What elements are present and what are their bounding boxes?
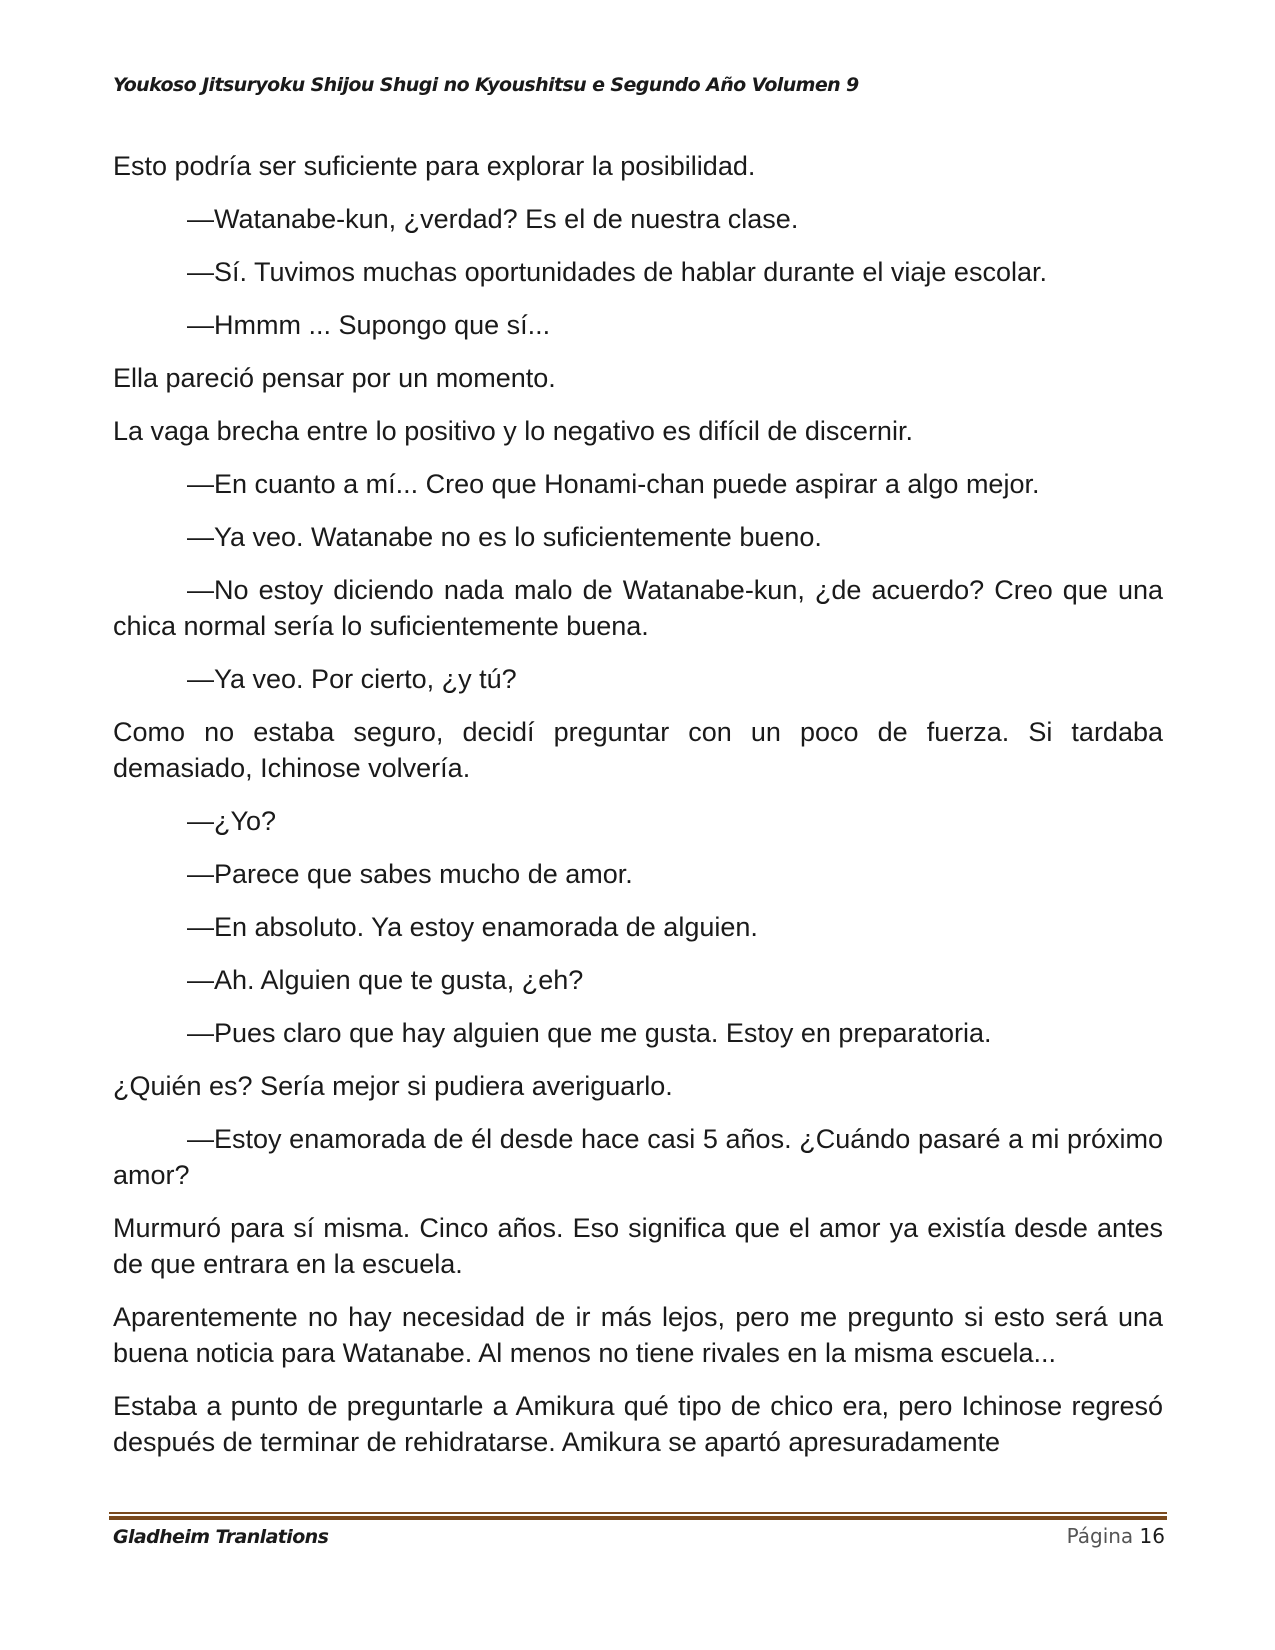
paragraph-4: —Hmmm ... Supongo que sí... <box>187 310 551 340</box>
paragraph-3: —Sí. Tuvimos muchas oportunidades de hablar durante el viaje escolar. <box>187 257 1047 287</box>
paragraph-2: —Watanabe-kun, ¿verdad? Es el de nuestra clase. <box>187 204 799 234</box>
paragraph-5: Ella pareció pensar por un momento. <box>113 363 556 393</box>
paragraph-9: —No estoy diciendo nada malo de Watanabe-kun, ¿de acuerdo? Creo que una chica normal sería lo suficientemente buena. <box>113 575 1163 641</box>
paragraph-6: La vaga brecha entre lo positivo y lo negativo es difícil de discernir. <box>113 416 913 446</box>
paragraph-17: ¿Quién es? Sería mejor si pudiera averiguarlo. <box>113 1071 673 1101</box>
footer-page-indicator <box>1067 1524 1165 1548</box>
paragraph-18: —Estoy enamorada de él desde hace casi 5 años. ¿Cuándo pasaré a mi próximo amor? <box>113 1124 1163 1190</box>
running-header-title: Youkoso Jitsuryoku Shijou Shugi no Kyoushitsu e Segundo Año Volumen 9 <box>113 74 859 96</box>
footer-page-label: Página <box>1066 1524 1134 1548</box>
paragraph-20: Aparentemente no hay necesidad de ir más lejos, pero me pregunto si esto será una buena noticia para Watanabe. Al menos no tiene rivales en la misma escuela... <box>113 1302 1163 1368</box>
paragraph-14: —En absoluto. Ya estoy enamorada de alguien. <box>187 912 758 942</box>
paragraph-16: —Pues claro que hay alguien que me gusta. Estoy en preparatoria. <box>187 1018 992 1048</box>
paragraph-11: Como no estaba seguro, decidí preguntar con un poco de fuerza. Si tardaba demasiado, Ichinose volvería. <box>113 717 1163 783</box>
paragraph-13: —Parece que sabes mucho de amor. <box>187 859 633 889</box>
footer-translator-credit: Gladheim Tranlations <box>113 1526 329 1548</box>
paragraph-15: —Ah. Alguien que te gusta, ¿eh? <box>187 965 584 995</box>
footer-divider <box>109 1512 1167 1520</box>
paragraph-12: —¿Yo? <box>187 806 277 836</box>
footer-divider-thick-line <box>109 1516 1167 1520</box>
footer-page-number: 16 <box>1139 1524 1165 1548</box>
footer-divider-thin-line <box>109 1512 1167 1514</box>
body-text <box>113 148 1163 1477</box>
paragraph-10: —Ya veo. Por cierto, ¿y tú? <box>187 664 517 694</box>
paragraph-19: Murmuró para sí misma. Cinco años. Eso significa que el amor ya existía desde antes de que entrara en la escuela. <box>113 1213 1163 1279</box>
paragraph-1: Esto podría ser suficiente para explorar la posibilidad. <box>113 151 756 181</box>
paragraph-7: —En cuanto a mí... Creo que Honami-chan puede aspirar a algo mejor. <box>187 469 1040 499</box>
paragraph-8: —Ya veo. Watanabe no es lo suficientemente bueno. <box>187 522 822 552</box>
paragraph-21: Estaba a punto de preguntarle a Amikura qué tipo de chico era, pero Ichinose regresó después de terminar de rehidratarse. Amikura se apartó apresuradamente <box>113 1391 1163 1457</box>
